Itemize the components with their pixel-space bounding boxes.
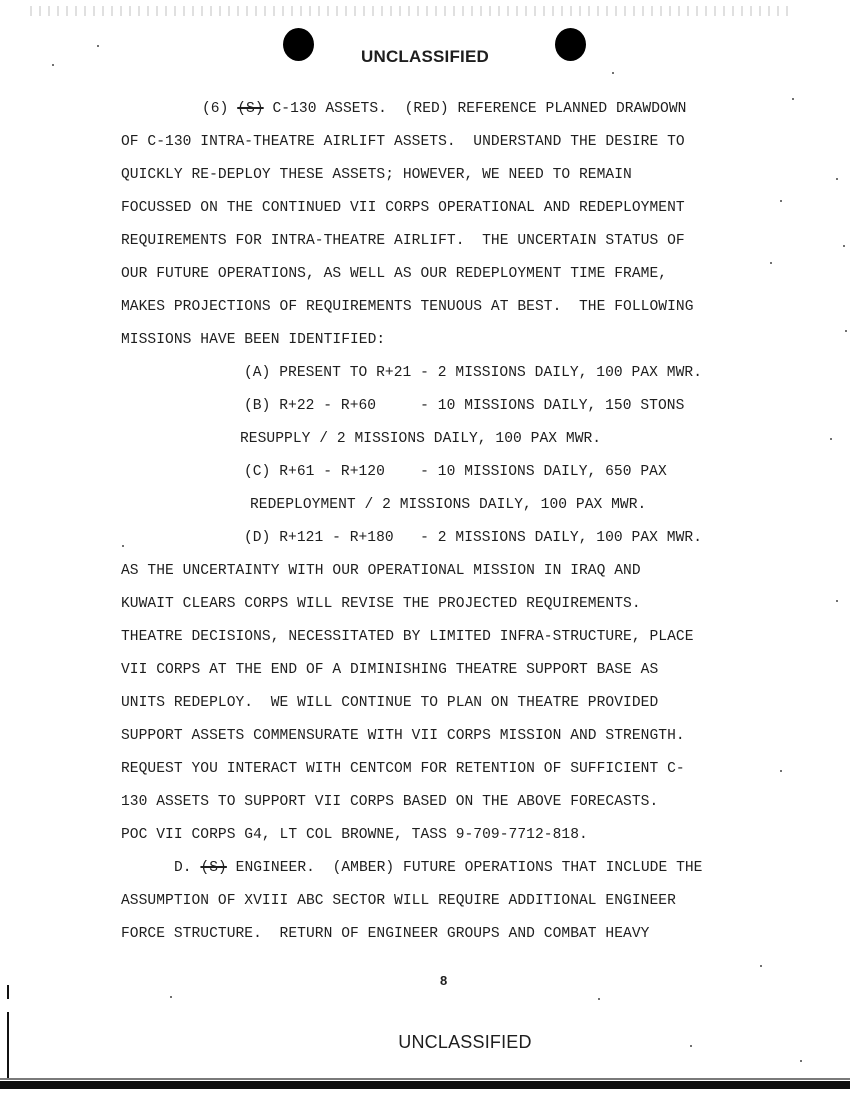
body-line-19: UNITS REDEPLOY. WE WILL CONTINUE TO PLAN ON THEATRE PROVIDED	[121, 695, 659, 711]
mission-b-continued: RESUPPLY / 2 MISSIONS DAILY, 100 PAX MWR.	[240, 431, 602, 447]
scan-speckle	[792, 98, 794, 100]
line-text: C-130 ASSETS. (RED) REFERENCE PLANNED DRAWDOWN	[263, 101, 687, 117]
body-line-17: THEATRE DECISIONS, NECESSITATED BY LIMITED INFRA-STRUCTURE, PLACE	[121, 629, 694, 645]
scan-edge-line	[0, 1078, 850, 1080]
body-line-7: MAKES PROJECTIONS OF REQUIREMENTS TENUOUS AT BEST. THE FOLLOWING	[121, 299, 694, 315]
body-line-21: REQUEST YOU INTERACT WITH CENTCOM FOR RETENTION OF SUFFICIENT C-	[121, 761, 685, 777]
scan-speckle	[598, 998, 600, 1000]
body-line-6: OUR FUTURE OPERATIONS, AS WELL AS OUR REDEPLOYMENT TIME FRAME,	[121, 266, 668, 282]
body-line-4: FOCUSSED ON THE CONTINUED VII CORPS OPERATIONAL AND REDEPLOYMENT	[121, 200, 685, 216]
body-line-1	[202, 101, 686, 117]
line-text: ENGINEER. (AMBER) FUTURE OPERATIONS THAT INCLUDE THE	[226, 860, 703, 876]
paragraph-letter: D.	[174, 860, 201, 876]
body-line-15: AS THE UNCERTAINTY WITH OUR OPERATIONAL MISSION IN IRAQ AND	[121, 563, 641, 579]
mission-b: (B) R+22 - R+60 - 10 MISSIONS DAILY, 150 STONS	[244, 398, 685, 414]
scan-noise-top	[30, 6, 790, 16]
paragraph-number: (6)	[202, 101, 238, 117]
body-line-23: POC VII CORPS G4, LT COL BROWNE, TASS 9-709-7712-818.	[121, 827, 588, 843]
body-line-8: MISSIONS HAVE BEEN IDENTIFIED:	[121, 332, 386, 348]
struck-classification: (S)	[200, 860, 227, 876]
scan-speckle	[845, 330, 847, 332]
header-classification: UNCLASSIFIED	[360, 47, 490, 66]
scan-mark-left	[7, 985, 9, 999]
body-line-2: OF C-130 INTRA-THEATRE AIRLIFT ASSETS. UNDERSTAND THE DESIRE TO	[121, 134, 685, 150]
scan-speckle	[97, 45, 99, 47]
body-line-3: QUICKLY RE-DEPLOY THESE ASSETS; HOWEVER, WE NEED TO REMAIN	[121, 167, 632, 183]
body-line-26: FORCE STRUCTURE. RETURN OF ENGINEER GROUPS AND COMBAT HEAVY	[121, 926, 650, 942]
scan-speckle	[52, 64, 54, 66]
scan-speckle	[612, 72, 614, 74]
scan-speckle	[170, 996, 172, 998]
body-line-5: REQUIREMENTS FOR INTRA-THEATRE AIRLIFT. THE UNCERTAIN STATUS OF	[121, 233, 685, 249]
body-line-18: VII CORPS AT THE END OF A DIMINISHING THEATRE SUPPORT BASE AS	[121, 662, 659, 678]
scan-speckle	[690, 1045, 692, 1047]
scan-speckle	[836, 600, 838, 602]
body-line-22: 130 ASSETS TO SUPPORT VII CORPS BASED ON THE ABOVE FORECASTS.	[121, 794, 659, 810]
scan-speckle	[843, 245, 845, 247]
body-line-20: SUPPORT ASSETS COMMENSURATE WITH VII CORPS MISSION AND STRENGTH.	[121, 728, 685, 744]
scan-speckle	[780, 200, 782, 202]
body-line-25: ASSUMPTION OF XVIII ABC SECTOR WILL REQUIRE ADDITIONAL ENGINEER	[121, 893, 676, 909]
struck-classification: (S)	[237, 101, 264, 117]
footer-classification: UNCLASSIFIED	[398, 1032, 532, 1052]
scan-speckle	[770, 262, 772, 264]
mission-d: (D) R+121 - R+180 - 2 MISSIONS DAILY, 100 PAX MWR.	[244, 530, 702, 546]
page-number: 8	[440, 973, 448, 988]
body-line-24	[174, 860, 703, 876]
scan-speckle	[830, 438, 832, 440]
scan-speckle	[800, 1060, 802, 1062]
scan-mark-left-long	[7, 1012, 9, 1078]
mission-a: (A) PRESENT TO R+21 - 2 MISSIONS DAILY, 100 PAX MWR.	[244, 365, 702, 381]
scan-speckle	[836, 178, 838, 180]
body-line-16: KUWAIT CLEARS CORPS WILL REVISE THE PROJECTED REQUIREMENTS.	[121, 596, 641, 612]
scan-edge-bar	[0, 1081, 850, 1089]
mission-c-continued: REDEPLOYMENT / 2 MISSIONS DAILY, 100 PAX MWR.	[250, 497, 647, 513]
scan-speckle	[122, 545, 124, 547]
scan-speckle	[780, 770, 782, 772]
scan-speckle	[760, 965, 762, 967]
mission-c: (C) R+61 - R+120 - 10 MISSIONS DAILY, 650 PAX	[244, 464, 667, 480]
